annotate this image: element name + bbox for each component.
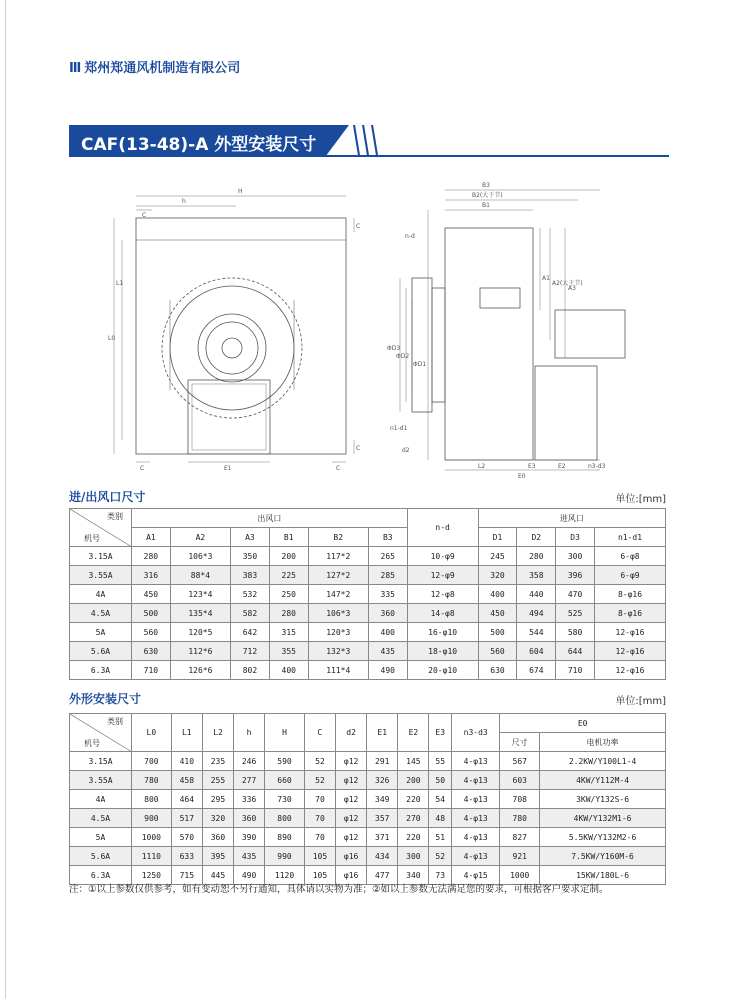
table-cell: 357 — [367, 809, 398, 828]
table-cell: 525 — [556, 604, 595, 623]
table-cell: 73 — [429, 866, 452, 885]
table-cell: 52 — [304, 752, 335, 771]
svg-text:L1: L1 — [116, 280, 124, 287]
table-cell: 450 — [132, 585, 171, 604]
table-cell: 255 — [202, 771, 233, 790]
table-corner: 类别 机号 — [70, 714, 132, 752]
table-cell: 70 — [304, 809, 335, 828]
title-underline — [69, 155, 669, 157]
inlet-outlet-table — [69, 508, 666, 680]
front-view — [114, 196, 354, 462]
table-cell: 490 — [234, 866, 265, 885]
table-cell: 70 — [304, 790, 335, 809]
table-row — [70, 809, 666, 828]
table-cell: 105 — [304, 866, 335, 885]
table-cell: 106*3 — [308, 604, 368, 623]
svg-text:C: C — [142, 212, 147, 219]
installation-title: 外形安装尺寸 — [69, 692, 142, 706]
table-cell: 111*4 — [308, 661, 368, 680]
col-header: n3-d3 — [452, 714, 500, 752]
table-cell: 280 — [517, 547, 556, 566]
table-cell: 8-φ16 — [594, 585, 665, 604]
table-cell: 12-φ9 — [407, 566, 478, 585]
col-header: h — [234, 714, 265, 752]
table-cell: 265 — [368, 547, 407, 566]
unit-label: 单位:[mm] — [615, 696, 666, 707]
technical-drawing — [100, 170, 660, 480]
col-header: H — [265, 714, 305, 752]
table-cell: 360 — [202, 828, 233, 847]
col-header: 尺寸 — [500, 733, 540, 752]
table-cell: 730 — [265, 790, 305, 809]
table-cell: 4-φ13 — [452, 771, 500, 790]
slash-icon — [353, 125, 360, 155]
svg-text:E1: E1 — [224, 465, 232, 472]
col-header: B2 — [308, 528, 368, 547]
table-cell: 4-φ13 — [452, 847, 500, 866]
table-cell: 123*4 — [170, 585, 230, 604]
table-cell: 400 — [269, 661, 308, 680]
table-cell: φ16 — [336, 866, 367, 885]
svg-text:B1: B1 — [482, 202, 490, 209]
col-header: D1 — [478, 528, 517, 547]
table-cell: 633 — [171, 847, 202, 866]
table-cell: 12-φ16 — [594, 642, 665, 661]
table-row — [70, 585, 666, 604]
table-cell: 320 — [202, 809, 233, 828]
table-cell: 4-φ13 — [452, 752, 500, 771]
table-cell: 300 — [556, 547, 595, 566]
col-header: L2 — [202, 714, 233, 752]
unit-label: 单位:[mm] — [615, 494, 666, 505]
table-cell: 567 — [500, 752, 540, 771]
table-cell: 3KW/Y132S-6 — [540, 790, 666, 809]
table-cell: 315 — [269, 623, 308, 642]
table-cell: 127*2 — [308, 566, 368, 585]
svg-text:L2: L2 — [478, 463, 486, 470]
col-header: L0 — [132, 714, 172, 752]
table-cell: 18-φ10 — [407, 642, 478, 661]
model-cell: 4.5A — [70, 809, 132, 828]
table-row — [70, 771, 666, 790]
table-cell: 316 — [132, 566, 171, 585]
table-cell: 560 — [478, 642, 517, 661]
svg-text:A2(大于节): A2(大于节) — [552, 280, 583, 287]
table-row — [70, 828, 666, 847]
model-cell: 5.6A — [70, 642, 132, 661]
table-cell: 1110 — [132, 847, 172, 866]
table-cell: 450 — [478, 604, 517, 623]
col-header: B3 — [368, 528, 407, 547]
table-cell: 710 — [556, 661, 595, 680]
outlet-group-header: 出风口 — [132, 509, 408, 528]
table-cell: 590 — [265, 752, 305, 771]
table-cell: 10-φ9 — [407, 547, 478, 566]
footnote: 注：①以上参数仅供参考，如有变动恕不另行通知，具体请以实物为准；②如以上参数无法满足您的要求，可根据客户要求定制。 — [69, 884, 609, 895]
table-cell: 560 — [132, 623, 171, 642]
side-view — [400, 190, 625, 470]
table-cell: 285 — [368, 566, 407, 585]
table-cell: 70 — [304, 828, 335, 847]
table-cell: 477 — [367, 866, 398, 885]
col-header: E3 — [429, 714, 452, 752]
table-cell: 400 — [368, 623, 407, 642]
col-header: 电机功率 — [540, 733, 666, 752]
table-cell: 921 — [500, 847, 540, 866]
table-cell: 349 — [367, 790, 398, 809]
table-cell: 490 — [368, 661, 407, 680]
table-cell: φ12 — [336, 771, 367, 790]
model-cell: 3.15A — [70, 752, 132, 771]
table-cell: 700 — [132, 752, 172, 771]
table-cell: 360 — [234, 809, 265, 828]
table-cell: 16-φ10 — [407, 623, 478, 642]
table-cell: 20-φ10 — [407, 661, 478, 680]
table-cell: 500 — [478, 623, 517, 642]
installation-table-body — [70, 752, 666, 885]
installation-table — [69, 713, 666, 885]
table-row — [70, 566, 666, 585]
table-cell: 674 — [517, 661, 556, 680]
model-cell: 4.5A — [70, 604, 132, 623]
table-cell: 52 — [429, 847, 452, 866]
table-cell: 1120 — [265, 866, 305, 885]
model-cell: 6.3A — [70, 661, 132, 680]
table-cell: 15KW/180L-6 — [540, 866, 666, 885]
table-cell: 355 — [269, 642, 308, 661]
table-cell: 644 — [556, 642, 595, 661]
table-cell: 604 — [517, 642, 556, 661]
table-cell: 7.5KW/Y160M-6 — [540, 847, 666, 866]
brand-bars-icon: Ⅲ — [69, 61, 81, 76]
table-cell: 5.5KW/Y132M2-6 — [540, 828, 666, 847]
table-cell: 400 — [478, 585, 517, 604]
svg-text:B2(大于节): B2(大于节) — [472, 192, 503, 199]
svg-text:C: C — [356, 445, 361, 452]
svg-text:E2: E2 — [558, 463, 566, 470]
table-cell: 220 — [398, 790, 429, 809]
model-cell: 5.6A — [70, 847, 132, 866]
table-cell: 225 — [269, 566, 308, 585]
table-cell: 48 — [429, 809, 452, 828]
svg-text:n-d: n-d — [405, 233, 415, 240]
table-cell: 336 — [234, 790, 265, 809]
table-corner: 类别 机号 — [70, 509, 132, 547]
table-row — [70, 547, 666, 566]
table-cell: 6-φ8 — [594, 547, 665, 566]
table-cell: 132*3 — [308, 642, 368, 661]
svg-text:L0: L0 — [108, 335, 116, 342]
table-row — [70, 604, 666, 623]
table-cell: 1250 — [132, 866, 172, 885]
table-cell: 780 — [132, 771, 172, 790]
svg-text:n1-d1: n1-d1 — [390, 425, 408, 432]
table-cell: 245 — [478, 547, 517, 566]
model-cell: 5A — [70, 828, 132, 847]
table-cell: 145 — [398, 752, 429, 771]
svg-text:C: C — [356, 223, 361, 230]
table-cell: 277 — [234, 771, 265, 790]
table-cell: 890 — [265, 828, 305, 847]
table-row — [70, 661, 666, 680]
col-header: E2 — [398, 714, 429, 752]
col-header: A3 — [231, 528, 270, 547]
svg-text:A3: A3 — [568, 285, 576, 292]
col-header: L1 — [171, 714, 202, 752]
col-header: E1 — [367, 714, 398, 752]
svg-text:n3-d3: n3-d3 — [588, 463, 606, 470]
table-cell: 570 — [171, 828, 202, 847]
table-cell: 440 — [517, 585, 556, 604]
inlet-group-header: 进风口 — [478, 509, 665, 528]
table-cell: 126*6 — [170, 661, 230, 680]
col-header: D3 — [556, 528, 595, 547]
table-cell: 50 — [429, 771, 452, 790]
table-cell: 708 — [500, 790, 540, 809]
table-cell: 4KW/Y112M-4 — [540, 771, 666, 790]
table-cell: 383 — [231, 566, 270, 585]
table-cell: 291 — [367, 752, 398, 771]
table-row — [70, 642, 666, 661]
company-name: 郑州郑通风机制造有限公司 — [84, 61, 241, 76]
svg-text:B3: B3 — [482, 182, 490, 189]
table-cell: 350 — [231, 547, 270, 566]
table-cell: 12-φ8 — [407, 585, 478, 604]
table-cell: 712 — [231, 642, 270, 661]
svg-text:A1: A1 — [542, 275, 550, 282]
table-cell: 360 — [368, 604, 407, 623]
table-cell: 200 — [398, 771, 429, 790]
table-cell: 250 — [269, 585, 308, 604]
table-cell: 120*5 — [170, 623, 230, 642]
col-header: C — [304, 714, 335, 752]
col-header: B1 — [269, 528, 308, 547]
table-cell: φ16 — [336, 847, 367, 866]
table-cell: 660 — [265, 771, 305, 790]
svg-text:E0: E0 — [518, 473, 526, 480]
table-cell: 117*2 — [308, 547, 368, 566]
table-cell: 410 — [171, 752, 202, 771]
inlet-outlet-table-body — [70, 547, 666, 680]
table-cell: 52 — [304, 771, 335, 790]
svg-text:E3: E3 — [528, 463, 536, 470]
table-cell: 710 — [132, 661, 171, 680]
table-cell: 445 — [202, 866, 233, 885]
svg-text:H: H — [238, 188, 243, 195]
table-cell: 900 — [132, 809, 172, 828]
table-cell: 434 — [367, 847, 398, 866]
svg-text:ΦD3: ΦD3 — [387, 345, 401, 352]
table-cell: 780 — [500, 809, 540, 828]
table-cell: 112*6 — [170, 642, 230, 661]
table-cell: 630 — [478, 661, 517, 680]
table-cell: 12-φ16 — [594, 623, 665, 642]
table-cell: 120*3 — [308, 623, 368, 642]
table-row — [70, 752, 666, 771]
col-header: A1 — [132, 528, 171, 547]
table-cell: 517 — [171, 809, 202, 828]
table-cell: 4-φ13 — [452, 828, 500, 847]
table-cell: 54 — [429, 790, 452, 809]
table-cell: 200 — [269, 547, 308, 566]
svg-text:ΦD1: ΦD1 — [413, 361, 427, 368]
table-cell: 4-φ13 — [452, 809, 500, 828]
table-cell: 51 — [429, 828, 452, 847]
table-cell: 532 — [231, 585, 270, 604]
col-header: A2 — [170, 528, 230, 547]
table-cell: 4-φ15 — [452, 866, 500, 885]
table-cell: 1000 — [500, 866, 540, 885]
table-cell: 12-φ16 — [594, 661, 665, 680]
table-cell: 147*2 — [308, 585, 368, 604]
table-cell: 800 — [265, 809, 305, 828]
col-header: D2 — [517, 528, 556, 547]
table-cell: 580 — [556, 623, 595, 642]
table-cell: 340 — [398, 866, 429, 885]
table-cell: 220 — [398, 828, 429, 847]
table-cell: 396 — [556, 566, 595, 585]
page-edge — [0, 0, 6, 999]
table-row — [70, 623, 666, 642]
table-cell: 435 — [368, 642, 407, 661]
table-cell: 320 — [478, 566, 517, 585]
model-cell: 4A — [70, 585, 132, 604]
table-cell: 2.2KW/Y100L1-4 — [540, 752, 666, 771]
table-cell: 135*4 — [170, 604, 230, 623]
table-cell: 270 — [398, 809, 429, 828]
table-cell: 6-φ9 — [594, 566, 665, 585]
inlet-outlet-title: 进/出风口尺寸 — [69, 490, 146, 504]
col-header: d2 — [336, 714, 367, 752]
slash-icon — [362, 125, 369, 155]
table-cell: 371 — [367, 828, 398, 847]
table-cell: 990 — [265, 847, 305, 866]
table-cell: 358 — [517, 566, 556, 585]
table-cell: φ12 — [336, 828, 367, 847]
model-cell: 3.15A — [70, 547, 132, 566]
table-cell: 435 — [234, 847, 265, 866]
table-cell: 464 — [171, 790, 202, 809]
table-cell: 106*3 — [170, 547, 230, 566]
table-cell: 300 — [398, 847, 429, 866]
front-view-labels — [108, 188, 360, 472]
table-cell: 1000 — [132, 828, 172, 847]
svg-text:d2: d2 — [402, 447, 410, 454]
table-cell: 326 — [367, 771, 398, 790]
slash-icon — [371, 125, 378, 155]
table-cell: 14-φ8 — [407, 604, 478, 623]
table-cell: 8-φ16 — [594, 604, 665, 623]
table-cell: 105 — [304, 847, 335, 866]
table-cell: 544 — [517, 623, 556, 642]
table-cell: 715 — [171, 866, 202, 885]
table-cell: 458 — [171, 771, 202, 790]
table-cell: φ12 — [336, 790, 367, 809]
table-cell: φ12 — [336, 809, 367, 828]
table-row — [70, 847, 666, 866]
table-cell: 395 — [202, 847, 233, 866]
table-cell: 280 — [132, 547, 171, 566]
page-title: CAF(13-48)-A 外型安装尺寸 — [81, 135, 317, 155]
table-cell: φ12 — [336, 752, 367, 771]
table-cell: 500 — [132, 604, 171, 623]
table-cell: 4KW/Y132M1-6 — [540, 809, 666, 828]
svg-text:ΦD2: ΦD2 — [396, 353, 410, 360]
table-cell: 603 — [500, 771, 540, 790]
e0-group-header: E0 — [500, 714, 666, 733]
table-cell: 802 — [231, 661, 270, 680]
model-cell: 3.55A — [70, 566, 132, 585]
table-cell: 295 — [202, 790, 233, 809]
model-cell: 6.3A — [70, 866, 132, 885]
table-cell: 335 — [368, 585, 407, 604]
company-header — [69, 57, 240, 76]
table-cell: 827 — [500, 828, 540, 847]
model-cell: 3.55A — [70, 771, 132, 790]
table-cell: 4-φ13 — [452, 790, 500, 809]
table-cell: 800 — [132, 790, 172, 809]
table-cell: 55 — [429, 752, 452, 771]
model-cell: 5A — [70, 623, 132, 642]
table-cell: 470 — [556, 585, 595, 604]
table-cell: 280 — [269, 604, 308, 623]
table-cell: 390 — [234, 828, 265, 847]
svg-text:C: C — [336, 465, 341, 472]
svg-text:h: h — [182, 198, 186, 205]
table-cell: 246 — [234, 752, 265, 771]
side-view-labels — [387, 182, 606, 480]
table-cell: 88*4 — [170, 566, 230, 585]
table-cell: 630 — [132, 642, 171, 661]
table-cell: 235 — [202, 752, 233, 771]
table-row — [70, 790, 666, 809]
table-cell: 494 — [517, 604, 556, 623]
nd-header: n-d — [407, 509, 478, 547]
table-cell: 642 — [231, 623, 270, 642]
model-cell: 4A — [70, 790, 132, 809]
svg-text:C: C — [140, 465, 145, 472]
table-cell: 582 — [231, 604, 270, 623]
col-header: n1-d1 — [594, 528, 665, 547]
